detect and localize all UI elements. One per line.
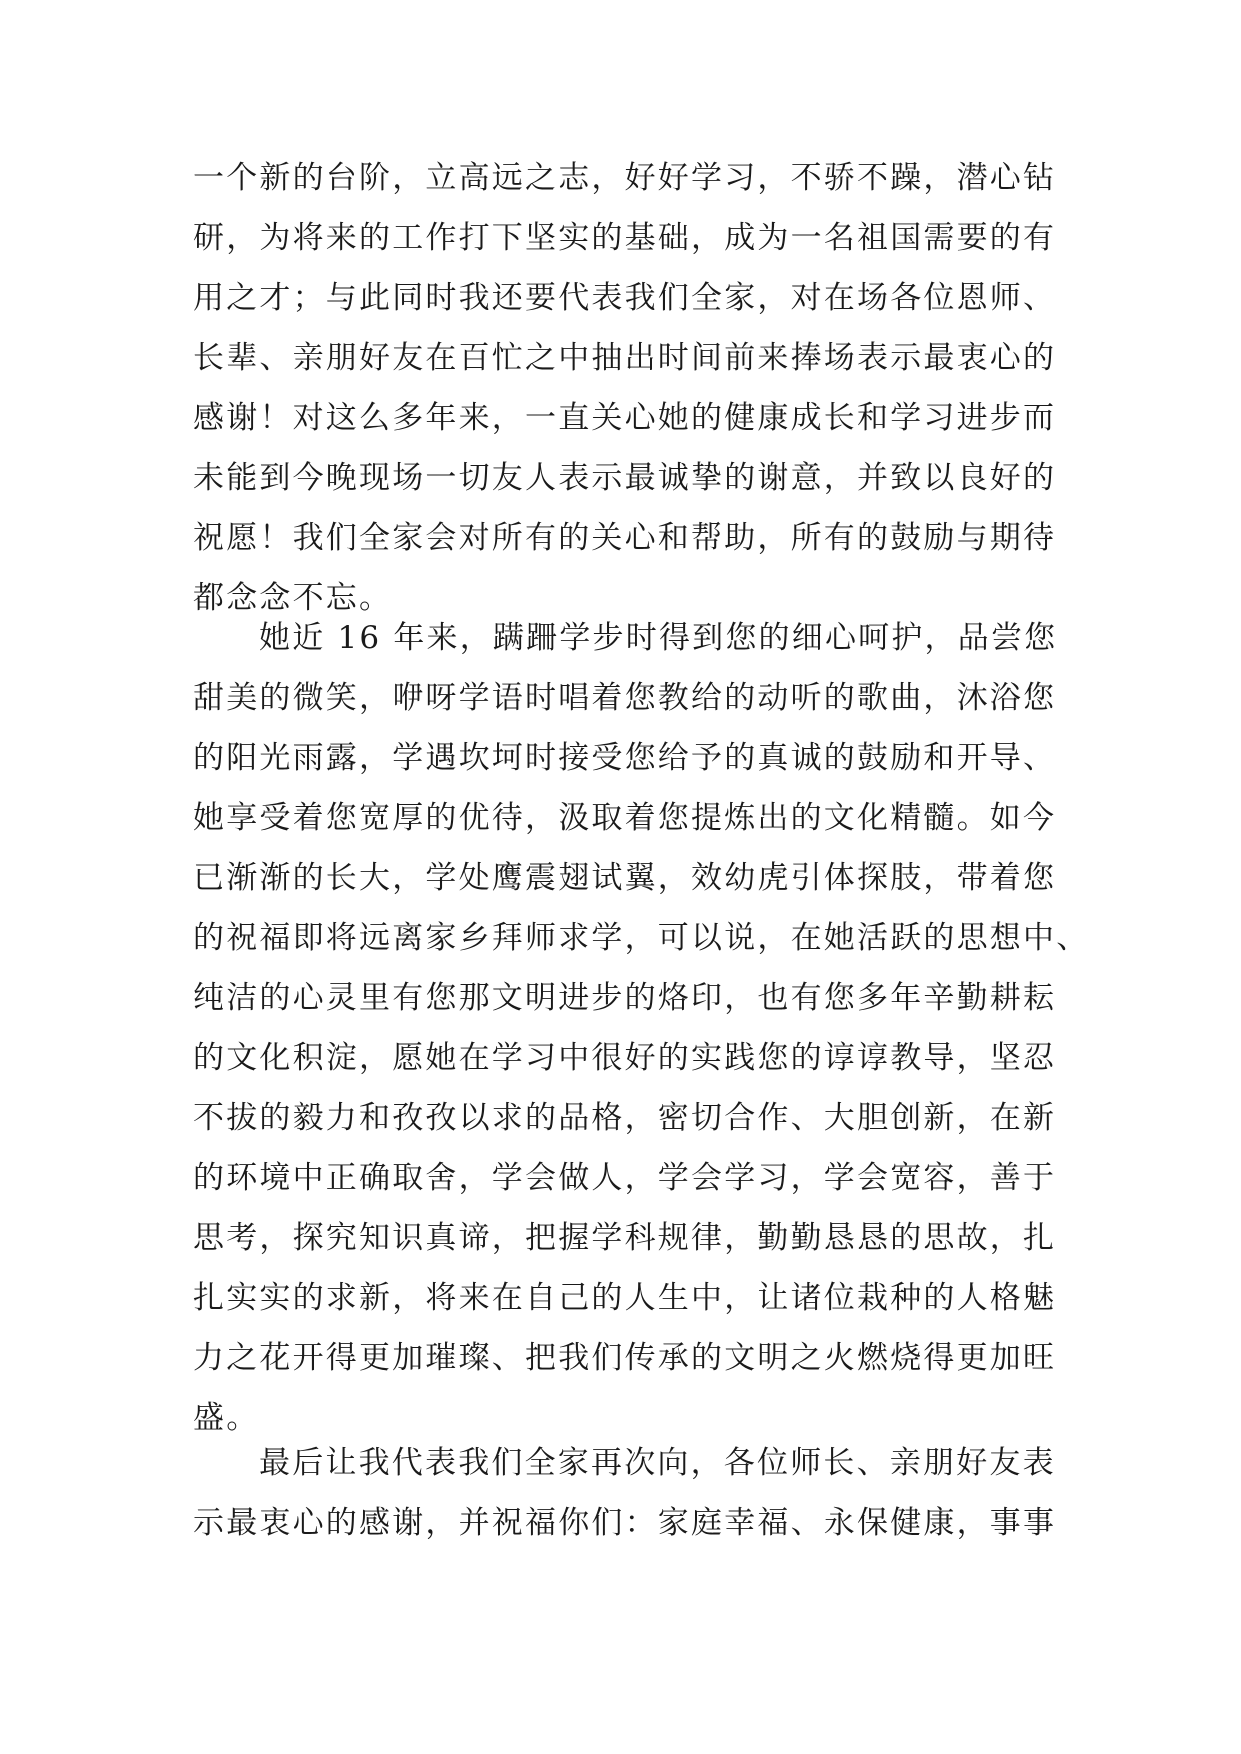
text-line: 未能到今晚现场一切友人表示最诚挚的谢意，并致以良好的 [193, 460, 1057, 496]
text-line: 她近 16 年来，蹒跚学步时得到您的细心呵护，品尝您 [259, 620, 1058, 656]
text-line: 的文化积淀，愿她在学习中很好的实践您的谆谆教导，坚忍 [193, 1040, 1057, 1076]
paragraph-3 [193, 1433, 1073, 1553]
text-line: 盛。 [193, 1400, 260, 1436]
text-line: 都念念不忘。 [193, 580, 393, 616]
text-line: 扎实实的求新，将来在自己的人生中，让诸位栽种的人格魅 [193, 1280, 1057, 1316]
text-line: 思考，探究知识真谛，把握学科规律，勤勤恳恳的思故，扎 [193, 1220, 1057, 1256]
text-line: 长辈、亲朋好友在百忙之中抽出时间前来捧场表示最衷心的 [193, 340, 1057, 376]
text-line: 示最衷心的感谢，并祝福你们：家庭幸福、永保健康，事事 [193, 1505, 1057, 1541]
paragraph-2 [193, 608, 1090, 1448]
text-line: 甜美的微笑，咿呀学语时唱着您教给的动听的歌曲，沐浴您 [193, 680, 1057, 716]
paragraph-1 [193, 148, 1073, 628]
text-line: 力之花开得更加璀璨、把我们传承的文明之火燃烧得更加旺 [193, 1340, 1057, 1376]
text-line: 的祝福即将远离家乡拜师求学，可以说，在她活跃的思想中、 [193, 920, 1090, 956]
text-line: 纯洁的心灵里有您那文明进步的烙印，也有您多年辛勤耕耘 [193, 980, 1057, 1016]
text-line: 祝愿！我们全家会对所有的关心和帮助，所有的鼓励与期待 [193, 520, 1057, 556]
text-line: 研，为将来的工作打下坚实的基础，成为一名祖国需要的有 [193, 220, 1057, 256]
text-line: 不拔的毅力和孜孜以求的品格，密切合作、大胆创新，在新 [193, 1100, 1057, 1136]
text-line: 的环境中正确取舍，学会做人，学会学习，学会宽容，善于 [193, 1160, 1057, 1196]
text-line: 最后让我代表我们全家再次向，各位师长、亲朋好友表 [259, 1445, 1056, 1481]
text-line: 感谢！对这么多年来，一直关心她的健康成长和学习进步而 [193, 400, 1057, 436]
text-line: 的阳光雨露，学遇坎坷时接受您给予的真诚的鼓励和开导、 [193, 740, 1057, 776]
text-line: 已渐渐的长大，学处鹰震翅试翼，效幼虎引体探肢，带着您 [193, 860, 1057, 896]
text-line: 她享受着您宽厚的优待，汲取着您提炼出的文化精髓。如今 [193, 800, 1057, 836]
text-line: 用之才；与此同时我还要代表我们全家，对在场各位恩师、 [193, 280, 1057, 316]
text-line: 一个新的台阶，立高远之志，好好学习，不骄不躁，潜心钻 [193, 160, 1057, 196]
